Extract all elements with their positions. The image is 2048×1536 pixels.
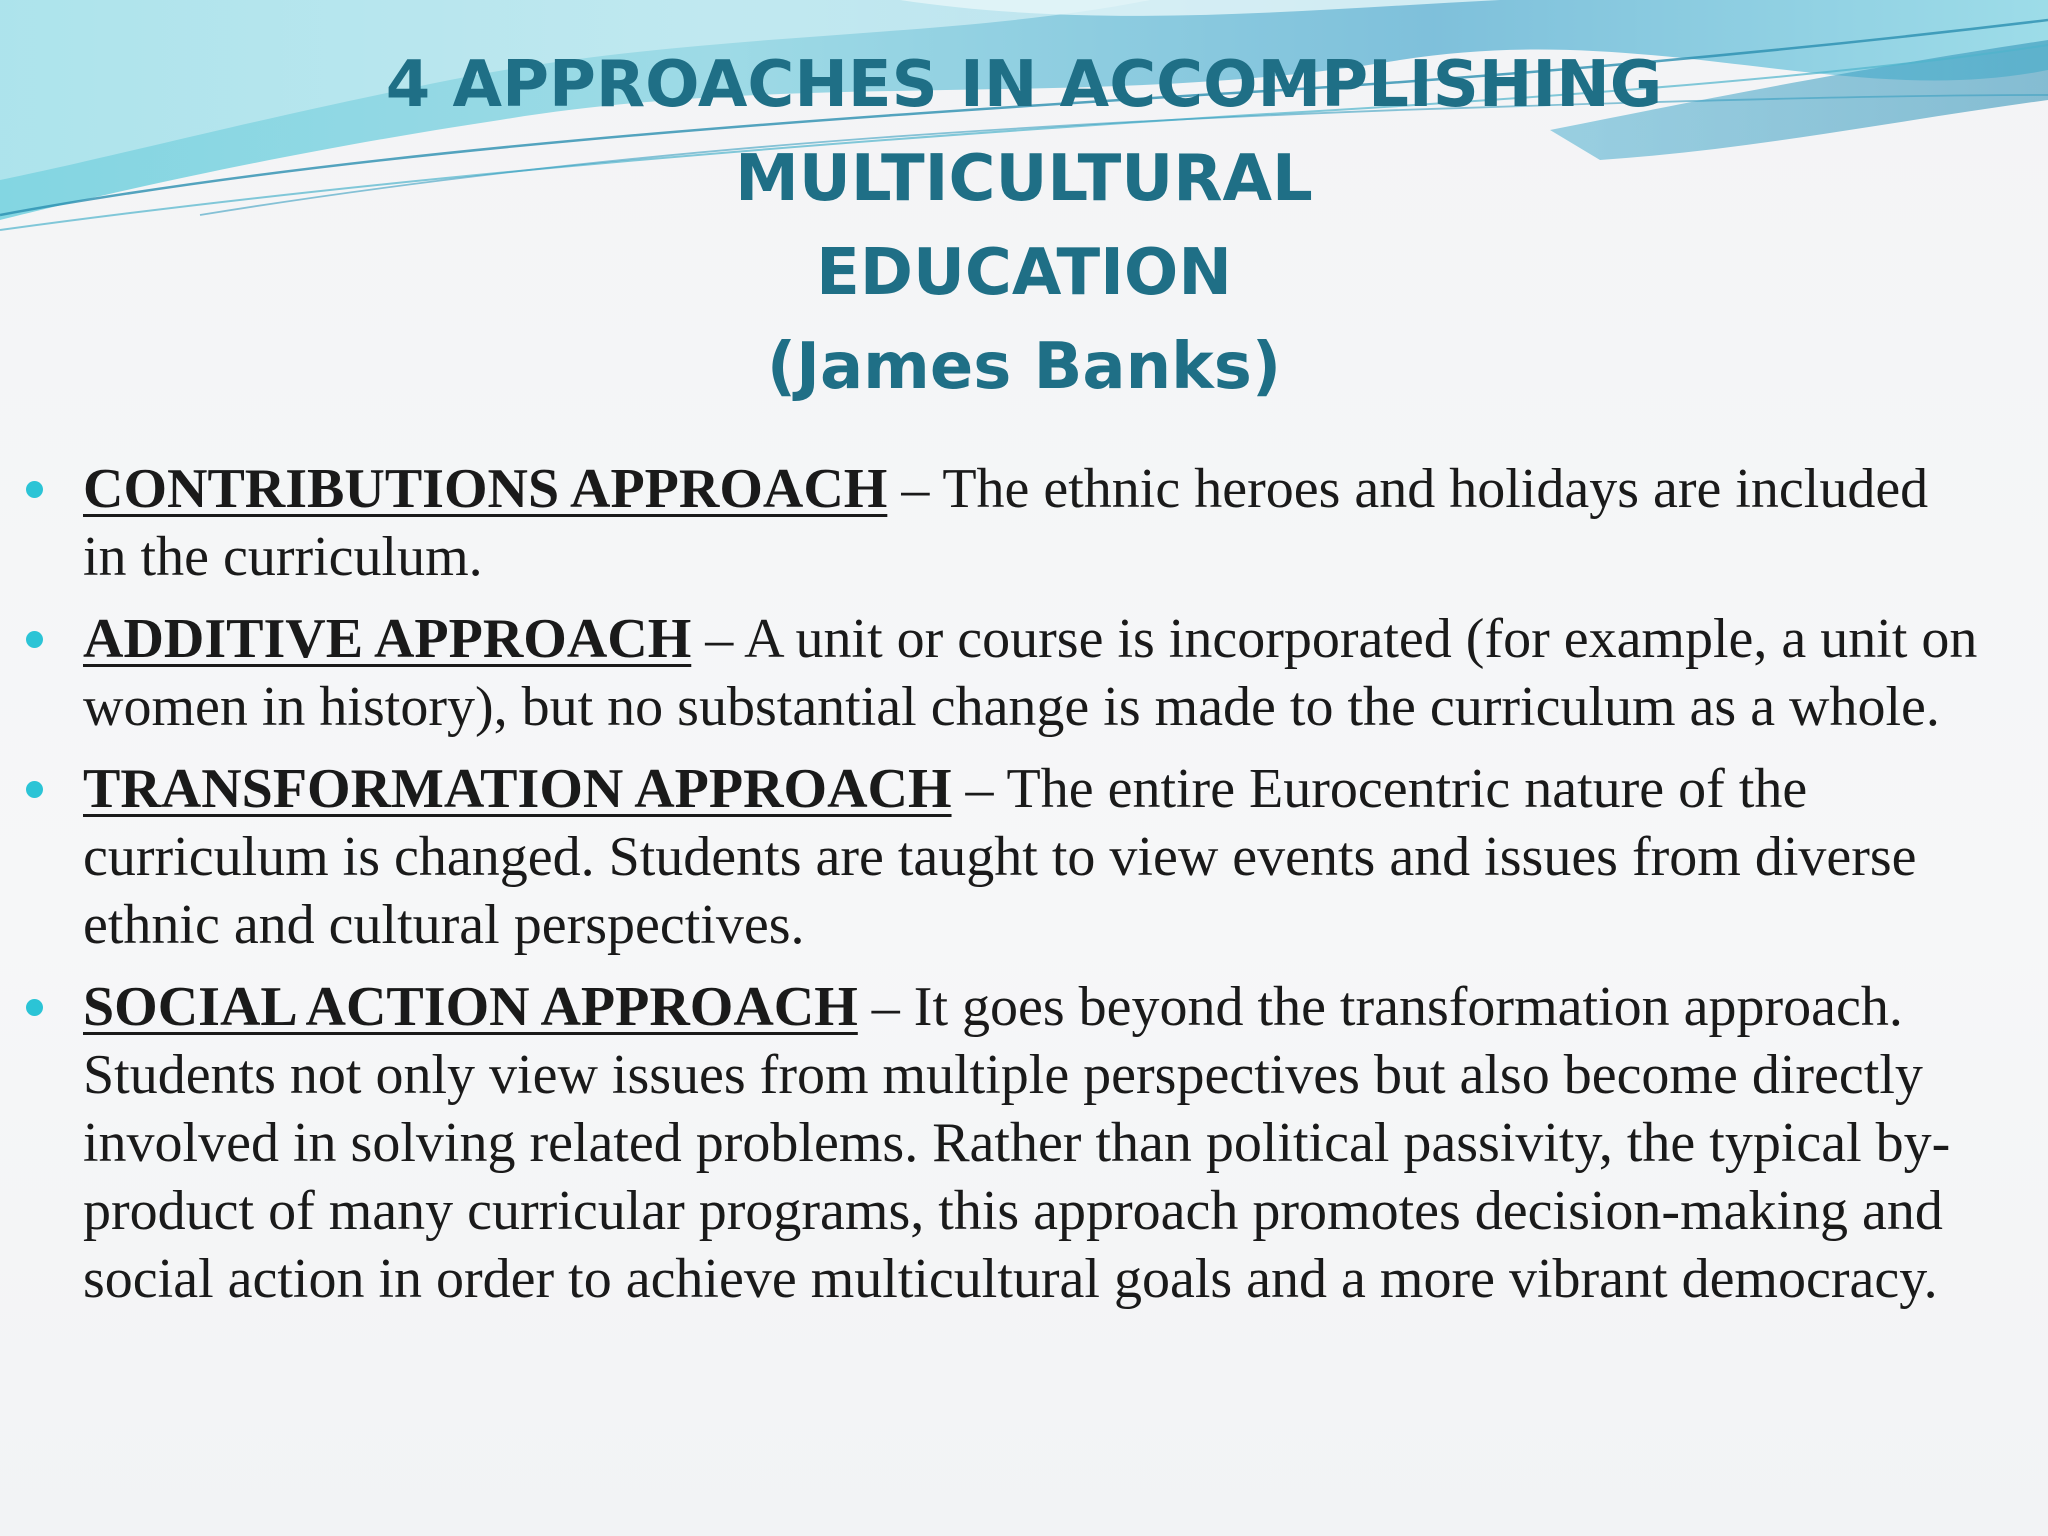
term-social-action: SOCIAL ACTION APPROACH [83, 976, 858, 1038]
desc-social-action: – It goes beyond the transformation approach. Students not only view issues from multiple perspectives but also become directly involved in solving related problems. Rather than political passivity, the typical by-product of many curricular programs, this approach promotes decision-making and social action in order to achieve multicultural goals and a more vibrant democracy. [83, 976, 1951, 1310]
bullet-icon [26, 481, 43, 498]
term-additive: ADDITIVE APPROACH [83, 608, 692, 670]
list-item-social-action [22, 973, 1982, 1313]
list-item-contributions [22, 455, 1982, 591]
bullet-icon [26, 631, 43, 648]
term-contributions: CONTRIBUTIONS APPROACH [83, 458, 888, 520]
title-line-2: EDUCATION [816, 236, 1232, 310]
desc-transformation: – The entire Eurocentric nature of the curriculum is changed. Students are taught to view events and issues from diverse ethnic and cultural perspectives. [83, 758, 1917, 956]
title-line-1: 4 APPROACHES IN ACCOMPLISHING MULTICULTURAL [385, 48, 1663, 216]
list-item-additive [22, 605, 1982, 741]
slide-title [100, 38, 1948, 414]
desc-contributions: – The ethnic heroes and holidays are included in the curriculum. [83, 458, 1929, 588]
title-line-3: (James Banks) [766, 330, 1282, 404]
bullet-icon [26, 781, 43, 798]
approaches-list [22, 455, 1982, 1327]
term-transformation: TRANSFORMATION APPROACH [83, 758, 952, 820]
bullet-icon [26, 999, 43, 1016]
list-item-transformation [22, 755, 1982, 959]
desc-additive: – A unit or course is incorporated (for example, a unit on women in history), but no substantial change is made to the curriculum as a whole. [83, 608, 1978, 738]
